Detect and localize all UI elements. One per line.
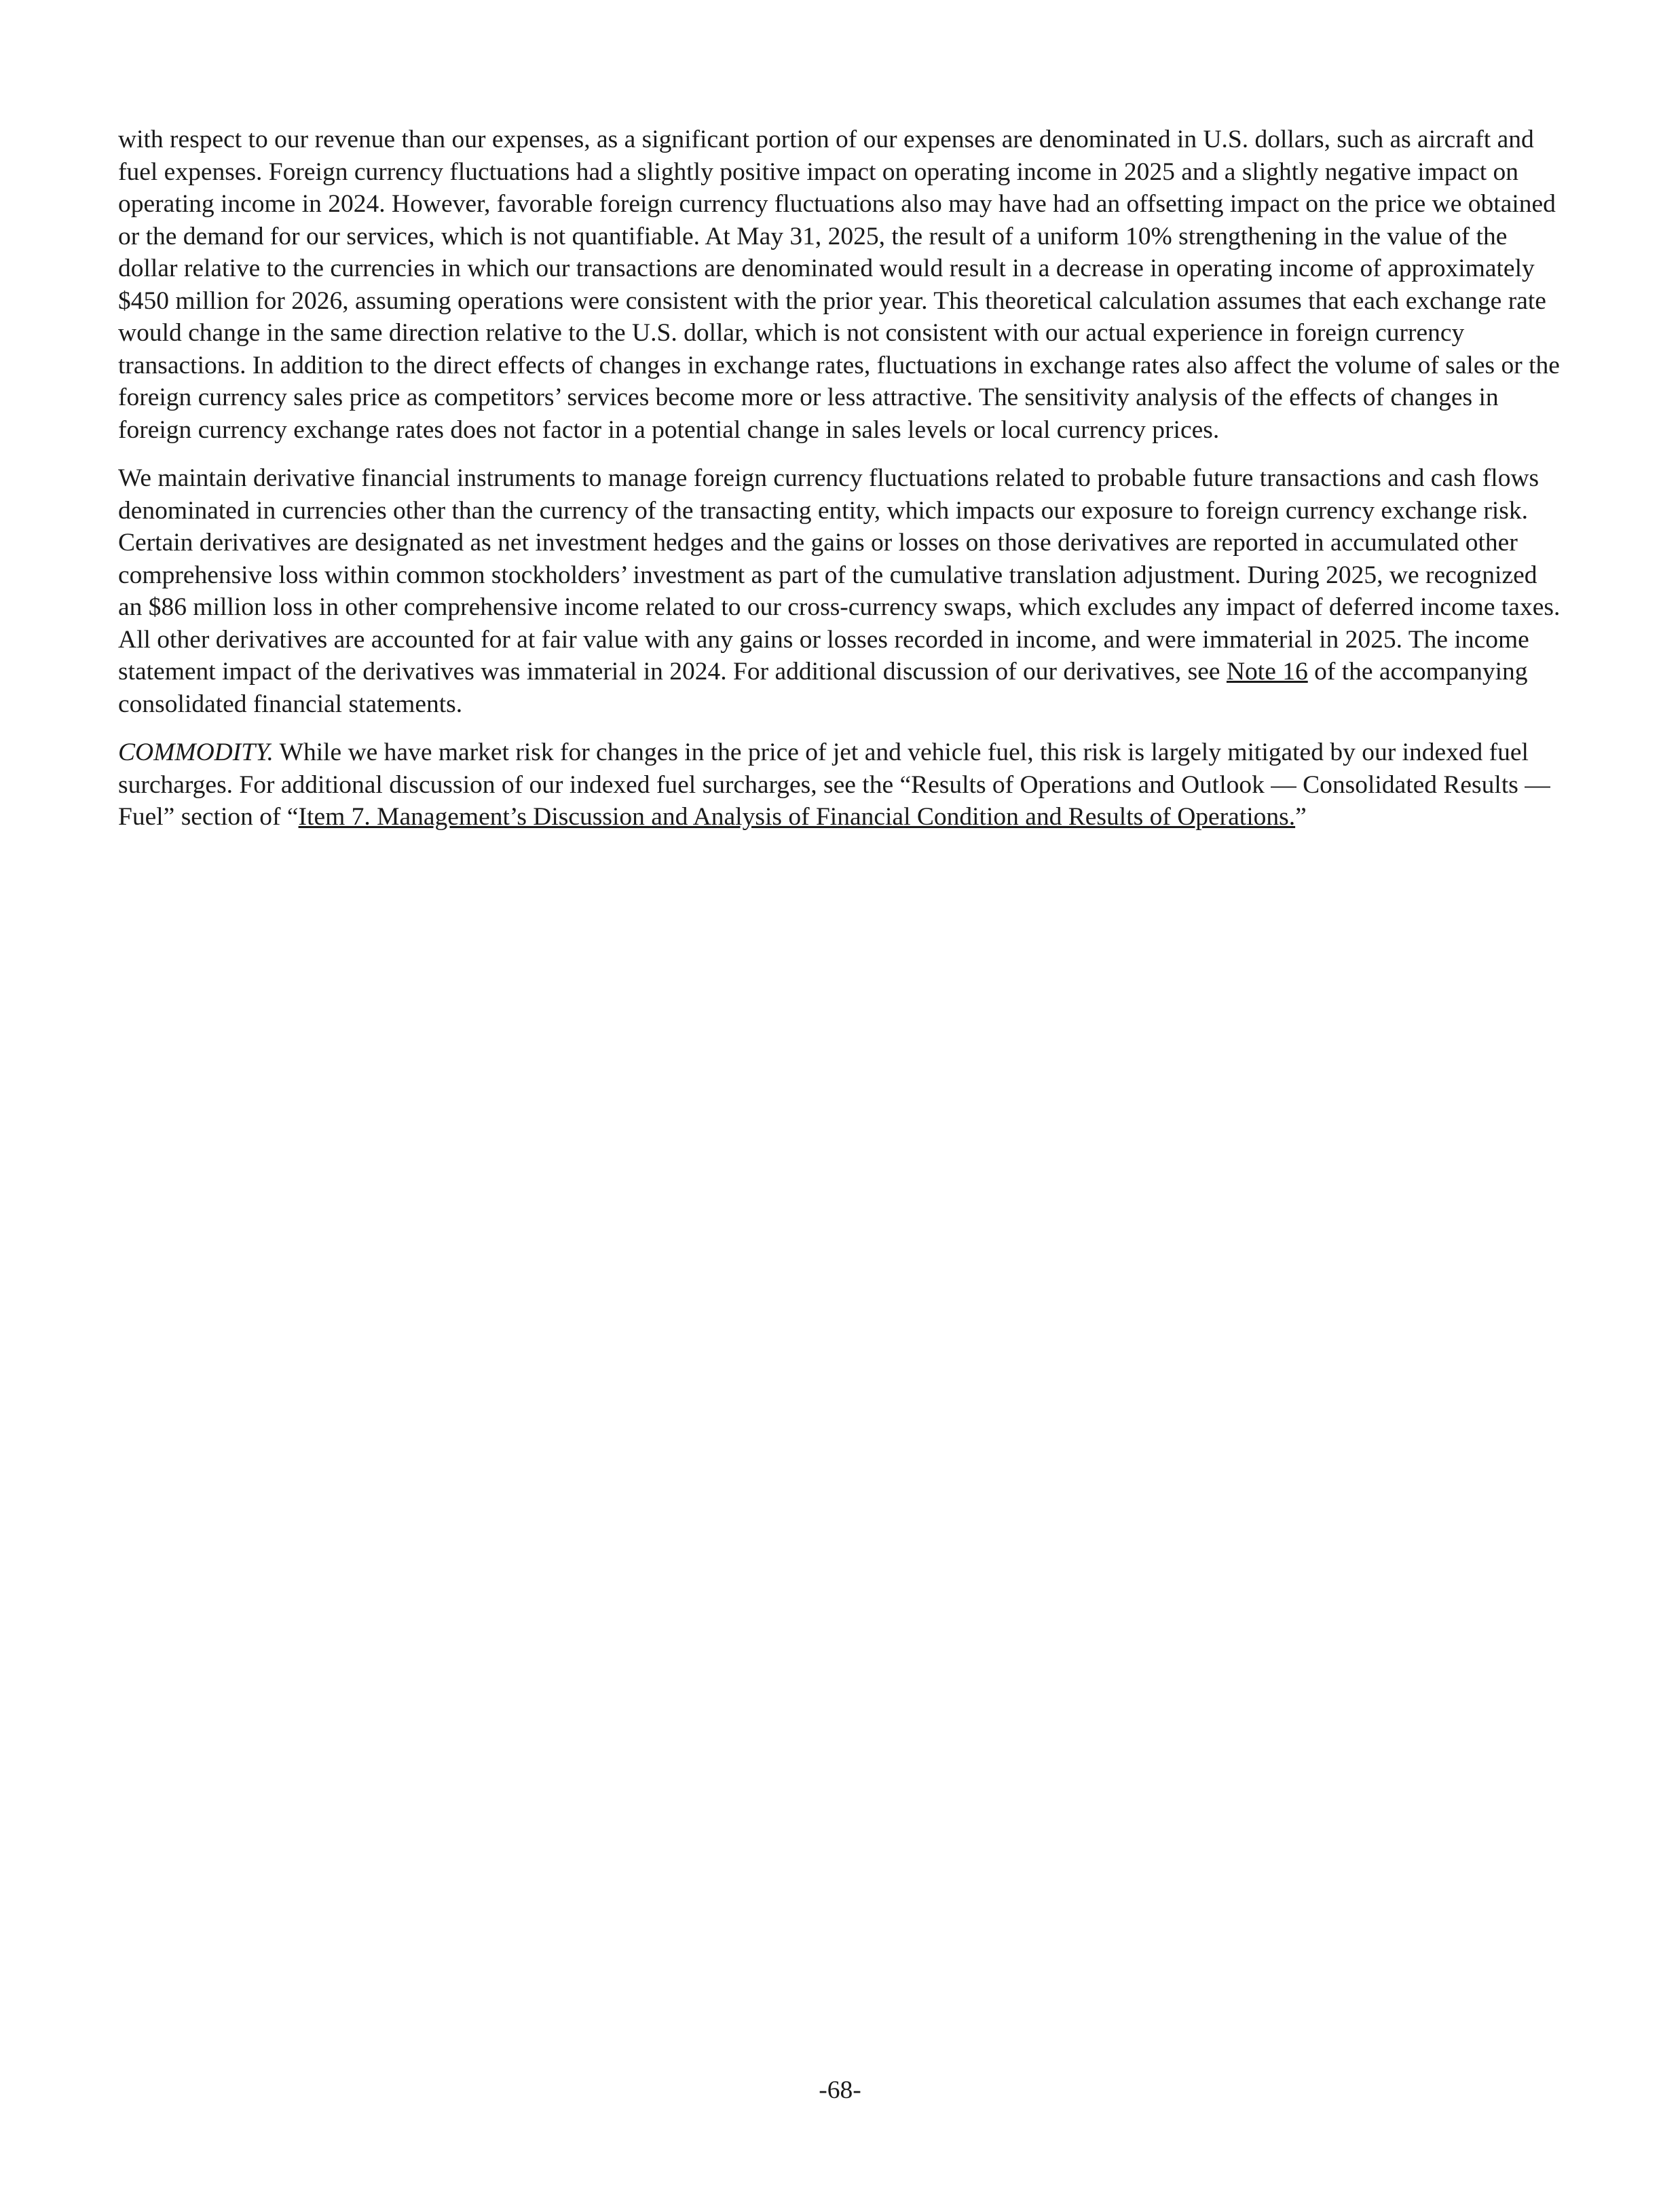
- paragraph-commodity: [118, 736, 1564, 834]
- paragraph-foreign-currency-sensitivity: with respect to our revenue than our expenses, as a significant portion of our expenses are denominated in U.S. dollars, such as aircraft and fuel expenses. Foreign currency fluctuations had a slightly positive impact on operating income in 2025 and a slightly negative impact on operating income in 2024. However, favorable foreign currency fluctuations also may have had an offsetting impact on the price we obtained or the demand for our services, which is not quantifiable. At May 31, 2025, the result of a uniform 10% strengthening in the value of the dollar relative to the currencies in which our transactions are denominated would result in a decrease in operating income of approximately $450 million for 2026, assuming operations were consistent with the prior year. This theoretical calculation assumes that each exchange rate would change in the same direction relative to the U.S. dollar, which is not consistent with our actual experience in foreign currency transactions. In addition to the direct effects of changes in exchange rates, fluctuations in exchange rates also affect the volume of sales or the foreign currency sales price as competitors’ services become more or less attractive. The sensitivity analysis of the effects of changes in foreign currency exchange rates does not factor in a potential change in sales levels or local currency prices.: [118, 126, 1560, 444]
- document-body: [118, 124, 1564, 850]
- paragraph-derivatives-text: We maintain derivative financial instruments to manage foreign currency fluctuations related to probable future transactions and cash flows denominated in currencies other than the currency of the transacting entity, which impacts our exposure to foreign currency exchange risk. Certain derivatives are designated as net investment hedges and the gains or losses on those derivatives are reported in accumulated other comprehensive loss within common stockholders’ investment as part of the cumulative translation adjustment. During 2025, we recognized an $86 million loss in other comprehensive income related to our cross-currency swaps, which excludes any impact of deferred income taxes. All other derivatives are accounted for at fair value with any gains or losses recorded in income, and were immaterial in 2025. The income statement impact of the derivatives was immaterial in 2024. For additional discussion of our derivatives, see: [118, 464, 1561, 686]
- paragraph-derivatives: [118, 462, 1564, 720]
- paragraph-commodity-text: While we have market risk for changes in the price of jet and vehicle fuel, this risk is largely mitigated by our indexed fuel surcharges. For additional discussion of our indexed fuel surcharges, see the “Results of Operations and Outlook — Consolidated Results — Fuel” section of “: [118, 738, 1550, 831]
- item-7-link[interactable]: Item 7. Management’s Discussion and Analysis of Financial Condition and Results of Operations.: [298, 803, 1296, 831]
- paragraph-commodity-tail: ”: [1295, 803, 1307, 831]
- commodity-heading: COMMODITY.: [118, 738, 274, 766]
- note-16-link[interactable]: Note 16: [1226, 658, 1308, 686]
- paragraph-derivatives-tail: of the accompanying consolidated financial statements.: [118, 658, 1528, 718]
- page-number: -68-: [819, 2076, 861, 2104]
